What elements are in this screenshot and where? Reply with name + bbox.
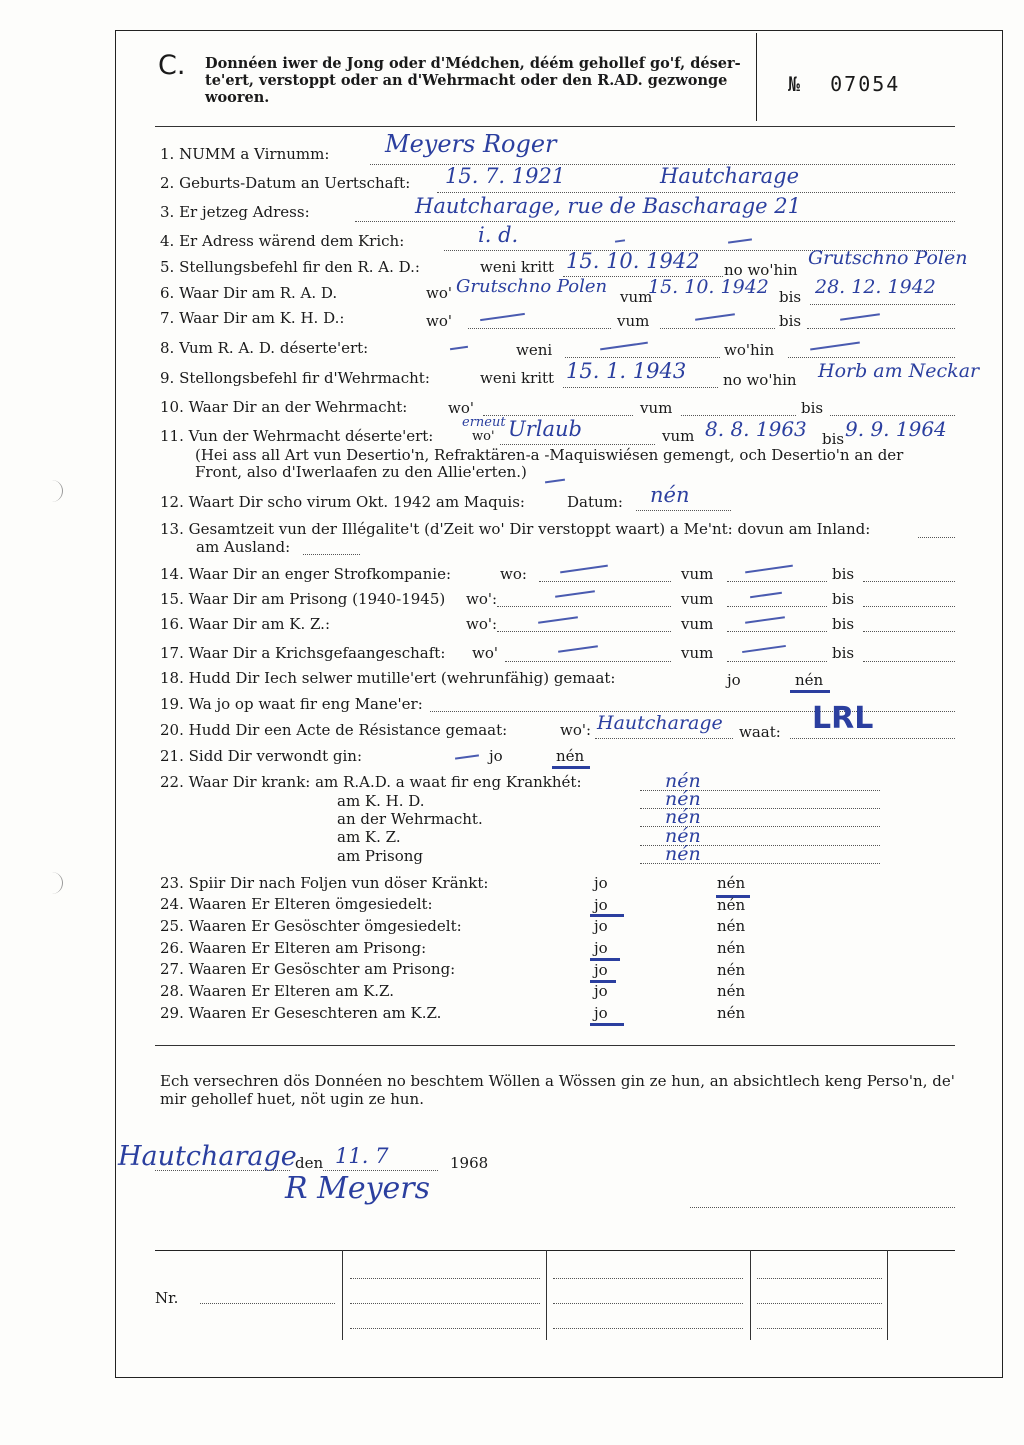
answer-desert-from[interactable]: 8. 8. 1963: [705, 417, 807, 441]
question-26: [160, 940, 426, 957]
question-label: Waar Dir krank: am R.A.D. a waat fir eng Krankhét:: [188, 773, 582, 791]
question-4: [160, 233, 404, 250]
sub-label: an der Wehrmacht.: [337, 810, 483, 828]
question-label: NUMM a Virnumm:: [179, 145, 330, 163]
question-19: [160, 696, 423, 713]
answer-line: [595, 738, 733, 739]
answer-date[interactable]: 11. 7: [335, 1144, 389, 1168]
answer-wm-order-date[interactable]: 15. 1. 1943: [566, 359, 687, 383]
option-nen[interactable]: nén: [717, 982, 746, 1000]
option-jo[interactable]: jo: [727, 671, 741, 689]
answer-line: [681, 415, 796, 416]
answer-sick-prisong[interactable]: nén: [665, 843, 701, 865]
answer-resistance-what[interactable]: LRL: [812, 701, 874, 736]
answer-line: [863, 661, 955, 662]
option-nen[interactable]: nén: [556, 747, 585, 765]
question-label: Waar Dir an enger Strofkompanie:: [188, 565, 452, 583]
answer-line: [505, 661, 671, 662]
question-label: Geburts-Datum an Uertschaft:: [179, 174, 411, 192]
question-number: 27.: [160, 960, 184, 978]
question-7: [160, 310, 344, 327]
question-number: 20.: [160, 721, 184, 739]
question-label: Waaren Er Elteren am Prisong:: [188, 939, 427, 957]
question-label: Wa jo op waat fir eng Mane'er:: [188, 695, 423, 713]
question-label: Vun der Wehrmacht déserte'ert:: [188, 427, 434, 445]
sub-label: am Prisong: [337, 847, 423, 865]
question-2: [160, 175, 410, 192]
label-vum: vum: [681, 565, 714, 583]
answer-line: [636, 510, 731, 511]
question-number: 8.: [160, 339, 175, 357]
answer-war-address[interactable]: i. d.: [478, 223, 519, 247]
answer-birth-date[interactable]: 15. 7. 1921: [445, 164, 566, 188]
label-wo: wo': [448, 399, 474, 417]
answer-line: [727, 631, 827, 632]
option-jo[interactable]: jo: [594, 961, 608, 979]
answer-rad-order-place[interactable]: Grutschno Polen: [808, 247, 968, 269]
option-jo[interactable]: jo: [489, 747, 503, 765]
label-no-wohin: no wo'hin: [724, 261, 798, 279]
label-nr: Nr.: [155, 1289, 179, 1307]
question-3: [160, 204, 310, 221]
answer-sick-wehrmacht[interactable]: nén: [665, 806, 701, 828]
label-weni: weni: [516, 341, 553, 359]
question-number: 2.: [160, 174, 175, 192]
option-jo[interactable]: jo: [594, 1004, 608, 1022]
answer-line: [790, 738, 955, 739]
question-label: Waar Dir am K. Z.:: [188, 615, 330, 633]
question-label: Waaren Er Elteren ömgesiedelt:: [188, 895, 433, 913]
grid-line: [757, 1278, 882, 1279]
grid-line: [553, 1328, 743, 1329]
grid-divider: [750, 1250, 751, 1340]
answer-line: [303, 554, 360, 555]
question-label: Stellongsbefehl fir d'Wehrmacht:: [179, 369, 430, 387]
label-vum: vum: [620, 288, 653, 306]
question-number: 21.: [160, 747, 184, 765]
question-number: 5.: [160, 258, 175, 276]
grid-line: [350, 1303, 540, 1304]
question-label: Waar Dir am Prisong (1940-1945): [188, 590, 446, 608]
answer-rad-order-date[interactable]: 15. 10. 1942: [566, 249, 700, 273]
question-number: 28.: [160, 982, 184, 1000]
grid-line: [350, 1278, 540, 1279]
label-datum: Datum:: [567, 493, 623, 511]
answer-line: [497, 606, 671, 607]
question-label: Waaren Er Gesöschter am Prisong:: [188, 960, 456, 978]
form-title: Donnéen iwer de Jong oder d'Médchen, déém gehollef go'f, déser-te'ert, verstoppt oder an d'Wehrmacht oder den R.AD. gezwonge wooren.: [205, 55, 741, 106]
label-bis: bis: [822, 430, 845, 448]
selected-underline: [552, 766, 590, 769]
question-number: 9.: [160, 369, 175, 387]
label-wo: wo': [472, 644, 498, 662]
label-wo: wo':: [560, 721, 592, 739]
answer-line: [830, 415, 955, 416]
answer-name[interactable]: Meyers Roger: [385, 130, 557, 158]
answer-wm-order-place[interactable]: Horb am Neckar: [818, 360, 980, 382]
question-9: [160, 370, 430, 387]
answer-line: [918, 537, 955, 538]
answer-line: [437, 192, 955, 193]
punch-hole-icon: [52, 480, 63, 502]
label-weni-kritt: weni kritt: [480, 258, 555, 276]
question-number: 19.: [160, 695, 184, 713]
answer-line: [788, 357, 955, 358]
sub-label: am K. H. D.: [337, 792, 425, 810]
question-label: Waar Dir am R. A. D.: [179, 284, 338, 302]
question-number: 12.: [160, 493, 184, 511]
question-label: Er jetzeg Adress:: [179, 203, 310, 221]
question-label: Waar Dir am K. H. D.:: [179, 309, 345, 327]
question-16: [160, 616, 330, 633]
question-number: 29.: [160, 1004, 184, 1022]
answer-line: [727, 661, 827, 662]
punch-hole-icon: [52, 872, 63, 894]
label-bis: bis: [832, 590, 855, 608]
question-1: [160, 146, 329, 163]
question-11: [160, 428, 433, 445]
selected-underline: [790, 690, 830, 693]
question-number: 11.: [160, 427, 184, 445]
answer-line: [660, 328, 775, 329]
question-label: Er Adress wärend dem Krich:: [179, 232, 405, 250]
option-nen[interactable]: nén: [717, 917, 746, 935]
question-5: [160, 259, 420, 276]
grid-line: [757, 1328, 882, 1329]
answer-line: [863, 631, 955, 632]
answer-maquis-date[interactable]: nén: [650, 483, 690, 507]
answer-desert-where[interactable]: Urlaub: [508, 417, 582, 441]
option-jo[interactable]: jo: [594, 896, 608, 914]
question-number: 1.: [160, 145, 175, 163]
header-rule: [155, 126, 955, 127]
question-number: 14.: [160, 565, 184, 583]
section-rule: [155, 1045, 955, 1046]
label-vum: vum: [681, 615, 714, 633]
label-vum: vum: [662, 427, 695, 445]
declaration-text: Ech versechren dös Donnéen no beschtem Wöllen a Wössen gin ze hun, an absichtlech keng Perso'n, de' mir gehollef huet, nöt ugin ze hun.: [160, 1072, 955, 1108]
section-letter: C.: [158, 50, 186, 81]
question-label: Stellungsbefehl fir den R. A. D.:: [179, 258, 420, 276]
grid-line: [350, 1328, 540, 1329]
form-number: [788, 72, 900, 96]
option-nen[interactable]: nén: [717, 874, 746, 892]
option-nen[interactable]: nén: [717, 939, 746, 957]
answer-city[interactable]: Hautcharage: [118, 1141, 297, 1172]
option-jo[interactable]: jo: [594, 982, 608, 1000]
label-bis: bis: [832, 565, 855, 583]
question-number: 22.: [160, 773, 184, 791]
label-bis: bis: [832, 644, 855, 662]
grid-divider: [887, 1250, 888, 1340]
answer-line: [355, 221, 955, 222]
question-number: 18.: [160, 669, 184, 687]
question-17: [160, 645, 445, 662]
form-number-value: 07054: [830, 72, 901, 96]
question-27: [160, 961, 455, 978]
label-vum: vum: [617, 312, 650, 330]
label-bis: bis: [832, 615, 855, 633]
question-number: 13.: [160, 520, 184, 538]
question-label: Waar Dir an der Wehrmacht:: [188, 398, 408, 416]
label-bis: bis: [801, 399, 824, 417]
grid-line: [553, 1303, 743, 1304]
answer-line: [863, 606, 955, 607]
question-label: Waart Dir scho virum Okt. 1942 am Maquis:: [188, 493, 525, 511]
answer-line: [539, 581, 671, 582]
question-label: Hudd Dir Iech selwer mutille'ert (wehrunfähig) gemaat:: [188, 669, 616, 687]
question-25: [160, 918, 462, 935]
option-jo[interactable]: jo: [594, 874, 608, 892]
question-14: [160, 566, 451, 583]
option-jo[interactable]: jo: [594, 939, 608, 957]
answer-line: [807, 328, 955, 329]
signature-line: [690, 1207, 955, 1208]
question-label: Gesamtzeit vun der Illégalite't (d'Zeit wo' Dir verstoppt waart) a Me'nt: dovun am Inland:: [188, 520, 871, 538]
question-number: 25.: [160, 917, 184, 935]
option-nen[interactable]: nén: [717, 896, 746, 914]
answer-line: [727, 581, 827, 582]
answer-sick-rad[interactable]: nén: [665, 770, 701, 792]
question-20: [160, 722, 507, 739]
answer-desert-to[interactable]: 9. 9. 1964: [845, 417, 947, 441]
question-label: Hudd Dir een Acte de Résistance gemaat:: [188, 721, 508, 739]
question-15: [160, 591, 445, 608]
question-number: 7.: [160, 309, 175, 327]
answer-line: [565, 357, 720, 358]
label-den: den: [295, 1154, 324, 1172]
grid-line: [553, 1278, 743, 1279]
grid-divider: [546, 1250, 547, 1340]
question-label: Waaren Er Geseschteren am K.Z.: [188, 1004, 442, 1022]
option-nen[interactable]: nén: [717, 961, 746, 979]
question-number: 23.: [160, 874, 184, 892]
question-21: [160, 748, 362, 765]
question-number: 17.: [160, 644, 184, 662]
answer-sick-khd[interactable]: nén: [665, 788, 701, 810]
question-22: [160, 774, 582, 791]
label-bis: bis: [779, 288, 802, 306]
question-label: Waaren Er Gesöschter ömgesiedelt:: [188, 917, 462, 935]
label-wo: wo': [472, 429, 495, 444]
answer-line: [810, 304, 955, 305]
signature[interactable]: R Meyers: [285, 1171, 431, 1206]
question-28: [160, 983, 394, 1000]
label-am-ausland: am Ausland:: [196, 538, 291, 556]
label-wo: wo':: [466, 615, 498, 633]
question-6: [160, 285, 337, 302]
answer-line: [155, 1170, 290, 1171]
answer-line: [563, 387, 718, 388]
answer-line: [468, 328, 611, 329]
answer-line: [200, 1303, 335, 1304]
answer-rad-to[interactable]: 28. 12. 1942: [815, 276, 936, 298]
question-number: 6.: [160, 284, 175, 302]
label-bis: bis: [779, 312, 802, 330]
label-waat: waat:: [739, 723, 781, 741]
question-number: 15.: [160, 590, 184, 608]
label-year: 1968: [450, 1154, 489, 1172]
label-vum: vum: [640, 399, 673, 417]
label-wo: wo': [426, 312, 452, 330]
grid-top-rule: [155, 1250, 955, 1251]
answer-line: [500, 444, 655, 445]
label-wohin: wo'hin: [724, 341, 775, 359]
question-number: 10.: [160, 398, 184, 416]
answer-sick-kz[interactable]: nén: [665, 825, 701, 847]
option-nen[interactable]: nén: [717, 1004, 746, 1022]
answer-line: [497, 631, 671, 632]
answer-line: [727, 606, 827, 607]
label-wo: wo':: [466, 590, 498, 608]
question-number: 26.: [160, 939, 184, 957]
question-label: Sidd Dir verwondt gin:: [188, 747, 363, 765]
question-12: [160, 494, 525, 511]
question-label: Spiir Dir nach Foljen vun döser Kränkt:: [188, 874, 489, 892]
question-label: Vum R. A. D. déserte'ert:: [179, 339, 369, 357]
label-vum: vum: [681, 644, 714, 662]
option-nen[interactable]: nén: [795, 671, 824, 689]
label-weni-kritt: weni kritt: [480, 369, 555, 387]
question-13: [160, 521, 870, 538]
answer-rad-from[interactable]: 15. 10. 1942: [648, 276, 769, 298]
grid-divider: [342, 1250, 343, 1340]
header-divider: [756, 33, 757, 121]
answer-line: [863, 581, 955, 582]
question-10: [160, 399, 407, 416]
answer-birth-place[interactable]: Hautcharage: [660, 164, 800, 188]
option-jo[interactable]: jo: [594, 917, 608, 935]
question-18: [160, 670, 616, 687]
question-number: 4.: [160, 232, 175, 250]
answer-desert-where-above[interactable]: erneut: [462, 415, 506, 430]
question-24: [160, 896, 433, 913]
question-8: [160, 340, 368, 357]
question-29: [160, 1005, 441, 1022]
question-label: Waar Dir a Krichsgefaangeschaft:: [188, 644, 446, 662]
question-number: 16.: [160, 615, 184, 633]
question-number: 24.: [160, 895, 184, 913]
label-wo: wo:: [500, 565, 527, 583]
label-vum: vum: [681, 590, 714, 608]
answer-address[interactable]: Hautcharage, rue de Bascharage 21: [415, 194, 801, 218]
question-23: [160, 875, 488, 892]
question-number: 3.: [160, 203, 175, 221]
selected-underline: [590, 1023, 624, 1026]
question-label: Waaren Er Elteren am K.Z.: [188, 982, 394, 1000]
answer-resistance-where[interactable]: Hautcharage: [597, 712, 723, 734]
sub-label: am K. Z.: [337, 828, 401, 846]
question-11-note: (Hei ass all Art vun Desertio'n, Refraktären-a -Maquiswiésen gemengt, och Desertio'n an der Front, also d'Iwerlaafen zu den Allie'erten.): [195, 446, 904, 481]
number-sign: №: [788, 72, 803, 96]
grid-line: [757, 1303, 882, 1304]
label-wo: wo': [426, 284, 452, 302]
label-no-wohin: no wo'hin: [723, 371, 797, 389]
answer-rad-where[interactable]: Grutschno Polen: [456, 276, 608, 297]
